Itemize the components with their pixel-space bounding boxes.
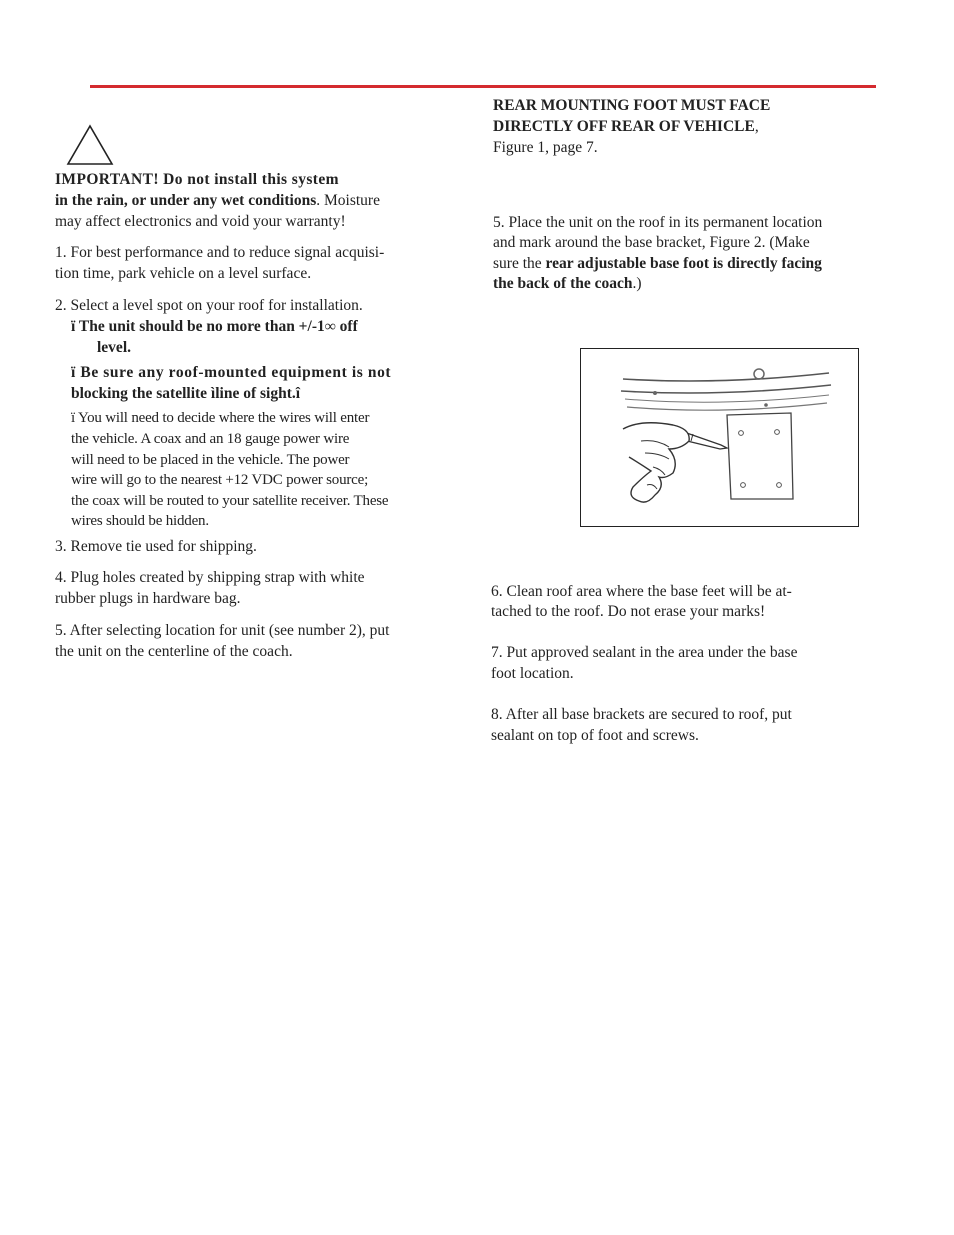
step-5-line-2: the unit on the centerline of the coach. [55, 643, 293, 660]
bullet-wires-line-4: wire will go to the nearest +12 VDC power source; [71, 472, 369, 488]
place-unit-line-3: sure the rear adjustable base foot is directly facing [493, 255, 822, 272]
bullet-level-line-1: ï The unit should be no more than +/-1∞ off [71, 318, 358, 335]
bullet-wires-line-3: will need to be placed in the vehicle. The power [71, 452, 350, 468]
step-3: 3. Remove tie used for shipping. [55, 538, 257, 555]
bullet-wires-line-2: the vehicle. A coax and an 18 gauge power wire [71, 431, 350, 447]
bullet-line-of-sight-line-1: ï Be sure any roof-mounted equipment is not [71, 364, 392, 381]
step-6-line-2: tached to the roof. Do not erase your marks! [491, 603, 766, 620]
bullet-wires-line-1: ï You will need to decide where the wires will enter [71, 410, 370, 426]
step-4-line-2: rubber plugs in hardware bag. [55, 590, 241, 607]
warning-triangle-icon [66, 124, 114, 166]
bullet-level-line-2: level. [97, 339, 131, 356]
bullet-wires-line-6: wires should be hidden. [71, 513, 209, 529]
important-line-3: may affect electronics and void your warranty! [55, 213, 346, 230]
step-2: 2. Select a level spot on your roof for installation. [55, 297, 363, 314]
place-unit-line-4: the back of the coach.) [493, 275, 642, 292]
place-unit-line-1: 5. Place the unit on the roof in its permanent location [493, 214, 823, 231]
step-1-line-2: tion time, park vehicle on a level surface. [55, 265, 312, 282]
header-rule [90, 85, 876, 88]
important-line-2: in the rain, or under any wet conditions. Moisture [55, 192, 380, 209]
figure-2-illustration [580, 348, 859, 527]
step-1-line-1: 1. For best performance and to reduce signal acquisi- [55, 244, 385, 261]
step-4-line-1: 4. Plug holes created by shipping strap with white [55, 569, 365, 586]
step-7-line-1: 7. Put approved sealant in the area under the base [491, 644, 798, 661]
step-8-line-2: sealant on top of foot and screws. [491, 727, 699, 744]
step-7-line-2: foot location. [491, 665, 574, 682]
important-line-1: IMPORTANT! Do not install this system [55, 171, 339, 188]
rear-foot-line-3: Figure 1, page 7. [493, 139, 598, 156]
step-6-line-1: 6. Clean roof area where the base feet will be at- [491, 583, 792, 600]
place-unit-line-2: and mark around the base bracket, Figure 2. (Make [493, 234, 810, 251]
bullet-line-of-sight-line-2: blocking the satellite ìline of sight.î [71, 385, 301, 402]
step-8-line-1: 8. After all base brackets are secured to roof, put [491, 706, 792, 723]
step-5-line-1: 5. After selecting location for unit (see number 2), put [55, 622, 390, 639]
bullet-wires-line-5: the coax will be routed to your satellite receiver. These [71, 493, 389, 509]
rear-foot-line-1: REAR MOUNTING FOOT MUST FACE [493, 97, 771, 114]
rear-foot-line-2: DIRECTLY OFF REAR OF VEHICLE, [493, 118, 759, 135]
marking-base-bracket-illustration [581, 349, 857, 525]
